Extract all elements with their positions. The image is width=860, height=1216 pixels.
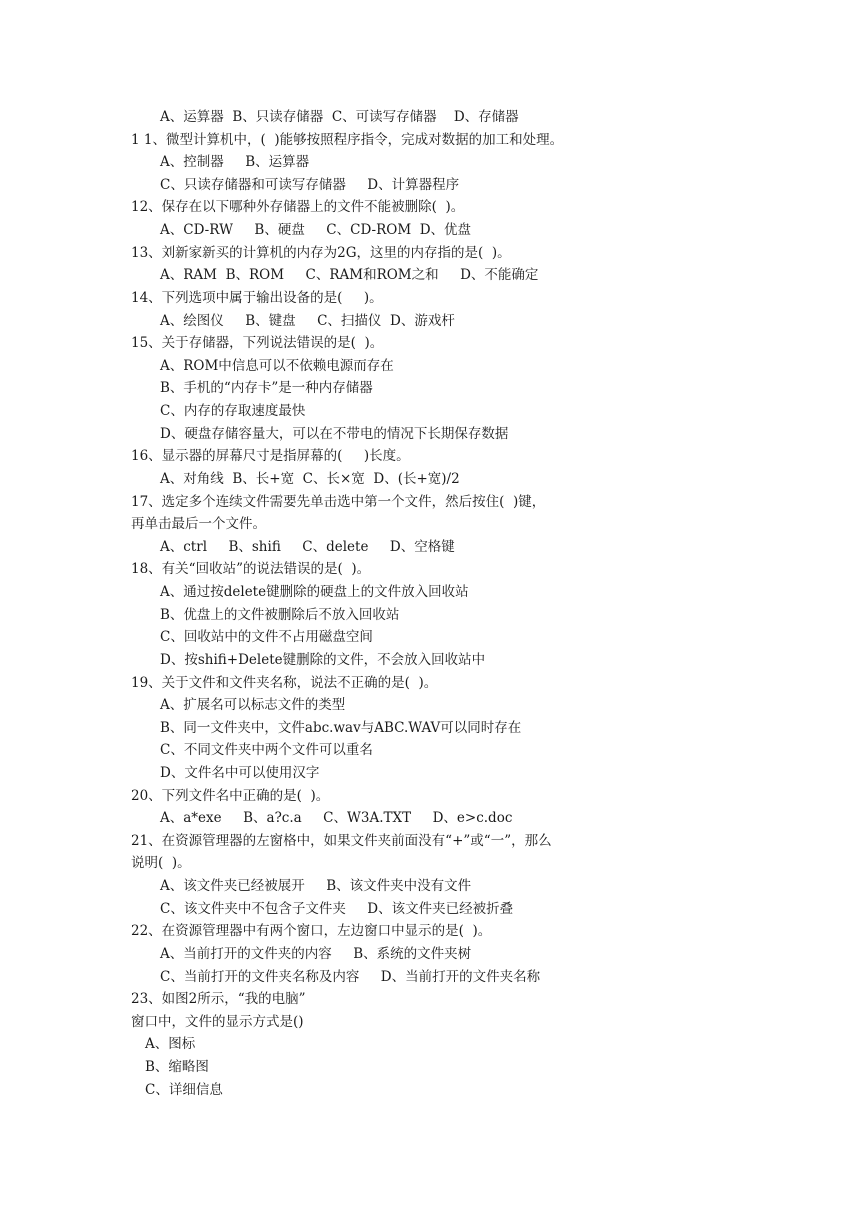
question-line: 18、有关“回收站”的说法错误的是( )。: [131, 561, 371, 577]
answer-option-line: A、绘图仪 B、键盘 C、扫描仪 D、游戏杆: [160, 313, 455, 329]
answer-option-line: A、通过按delete键删除的硬盘上的文件放入回收站: [160, 584, 469, 600]
answer-option-line: A、图标: [145, 1036, 196, 1052]
answer-option-line: C、该文件夹中不包含子文件夹 D、该文件夹已经被折叠: [160, 901, 514, 917]
answer-option-line: A、该文件夹已经被展开 B、该文件夹中没有文件: [160, 878, 472, 894]
question-line: 1 1、微型计算机中，( )能够按照程序指令，完成对数据的加工和处理。: [131, 132, 564, 148]
answer-option-line: A、ctrl B、shifi C、delete D、空格键: [160, 539, 455, 555]
question-line: 17、选定多个连续文件需要先单击选中第一个文件，然后按住( )键，: [131, 494, 546, 510]
question-line: 15、关于存储器，下列说法错误的是( )。: [131, 335, 384, 351]
question-line: 21、在资源管理器的左窗格中，如果文件夹前面没有“+”或“一”，那么: [131, 833, 552, 849]
answer-option-line: C、回收站中的文件不占用磁盘空间: [160, 629, 373, 645]
answer-option-line: C、只读存储器和可读写存储器 D、计算器程序: [160, 177, 460, 193]
question-line: 13、刘新家新买的计算机的内存为2G，这里的内存指的是( )。: [131, 245, 511, 261]
answer-option-line: C、详细信息: [145, 1082, 223, 1098]
answer-option-line: B、优盘上的文件被删除后不放入回收站: [160, 607, 400, 623]
question-line: 窗口中，文件的显示方式是(): [131, 1014, 304, 1030]
answer-option-line: A、RAM B、ROM C、RAM和ROM之和 D、不能确定: [160, 267, 539, 283]
question-line: 23、如图2所示，“我的电脑”: [131, 991, 306, 1007]
answer-option-line: A、CD-RW B、硬盘 C、CD-ROM D、优盘: [160, 222, 472, 238]
answer-option-line: A、控制器 B、运算器: [160, 154, 310, 170]
answer-option-line: B、手机的“内存卡”是一种内存储器: [160, 380, 373, 396]
answer-option-line: A、当前打开的文件夹的内容 B、系统的文件夹树: [160, 946, 472, 962]
answer-option-line: A、a*exe B、a?c.a C、W3A.TXT D、e>c.doc: [160, 810, 513, 826]
answer-option-line: B、缩略图: [145, 1059, 209, 1075]
question-line: 22、在资源管理器中有两个窗口，左边窗口中显示的是( )。: [131, 923, 492, 939]
answer-option-line: A、扩展名可以标志文件的类型: [160, 697, 346, 713]
answer-option-line: B、同一文件夹中，文件abc.wav与ABC.WAV可以同时存在: [160, 720, 522, 736]
question-line: 14、下列选项中属于输出设备的是( )。: [131, 290, 383, 306]
answer-option-line: A、对角线 B、长+宽 C、长×宽 D、(长+宽)/2: [160, 471, 460, 487]
answer-option-line: A、运算器 B、只读存储器 C、可读写存储器 D、存储器: [160, 109, 519, 125]
answer-option-line: D、按shifi+Delete键删除的文件，不会放入回收站中: [160, 652, 486, 668]
answer-option-line: D、文件名中可以使用汉字: [160, 765, 320, 781]
answer-option-line: A、ROM中信息可以不依赖电源而存在: [160, 358, 394, 374]
question-line: 20、下列文件名中正确的是( )。: [131, 788, 330, 804]
answer-option-line: C、当前打开的文件夹名称及内容 D、当前打开的文件夹名称: [160, 969, 541, 985]
question-line: 说明( )。: [131, 855, 191, 871]
answer-option-line: D、硬盘存储容量大，可以在不带电的情况下长期保存数据: [160, 426, 509, 442]
answer-option-line: C、内存的存取速度最快: [160, 403, 306, 419]
question-line: 16、显示器的屏幕尺寸是指屏幕的( )长度。: [131, 448, 410, 464]
question-line: 12、保存在以下哪种外存储器上的文件不能被删除( )。: [131, 199, 465, 215]
question-line: 19、关于文件和文件夹名称，说法不正确的是( )。: [131, 675, 438, 691]
question-line: 再单击最后一个文件。: [131, 516, 266, 532]
answer-option-line: C、不同文件夹中两个文件可以重名: [160, 742, 373, 758]
